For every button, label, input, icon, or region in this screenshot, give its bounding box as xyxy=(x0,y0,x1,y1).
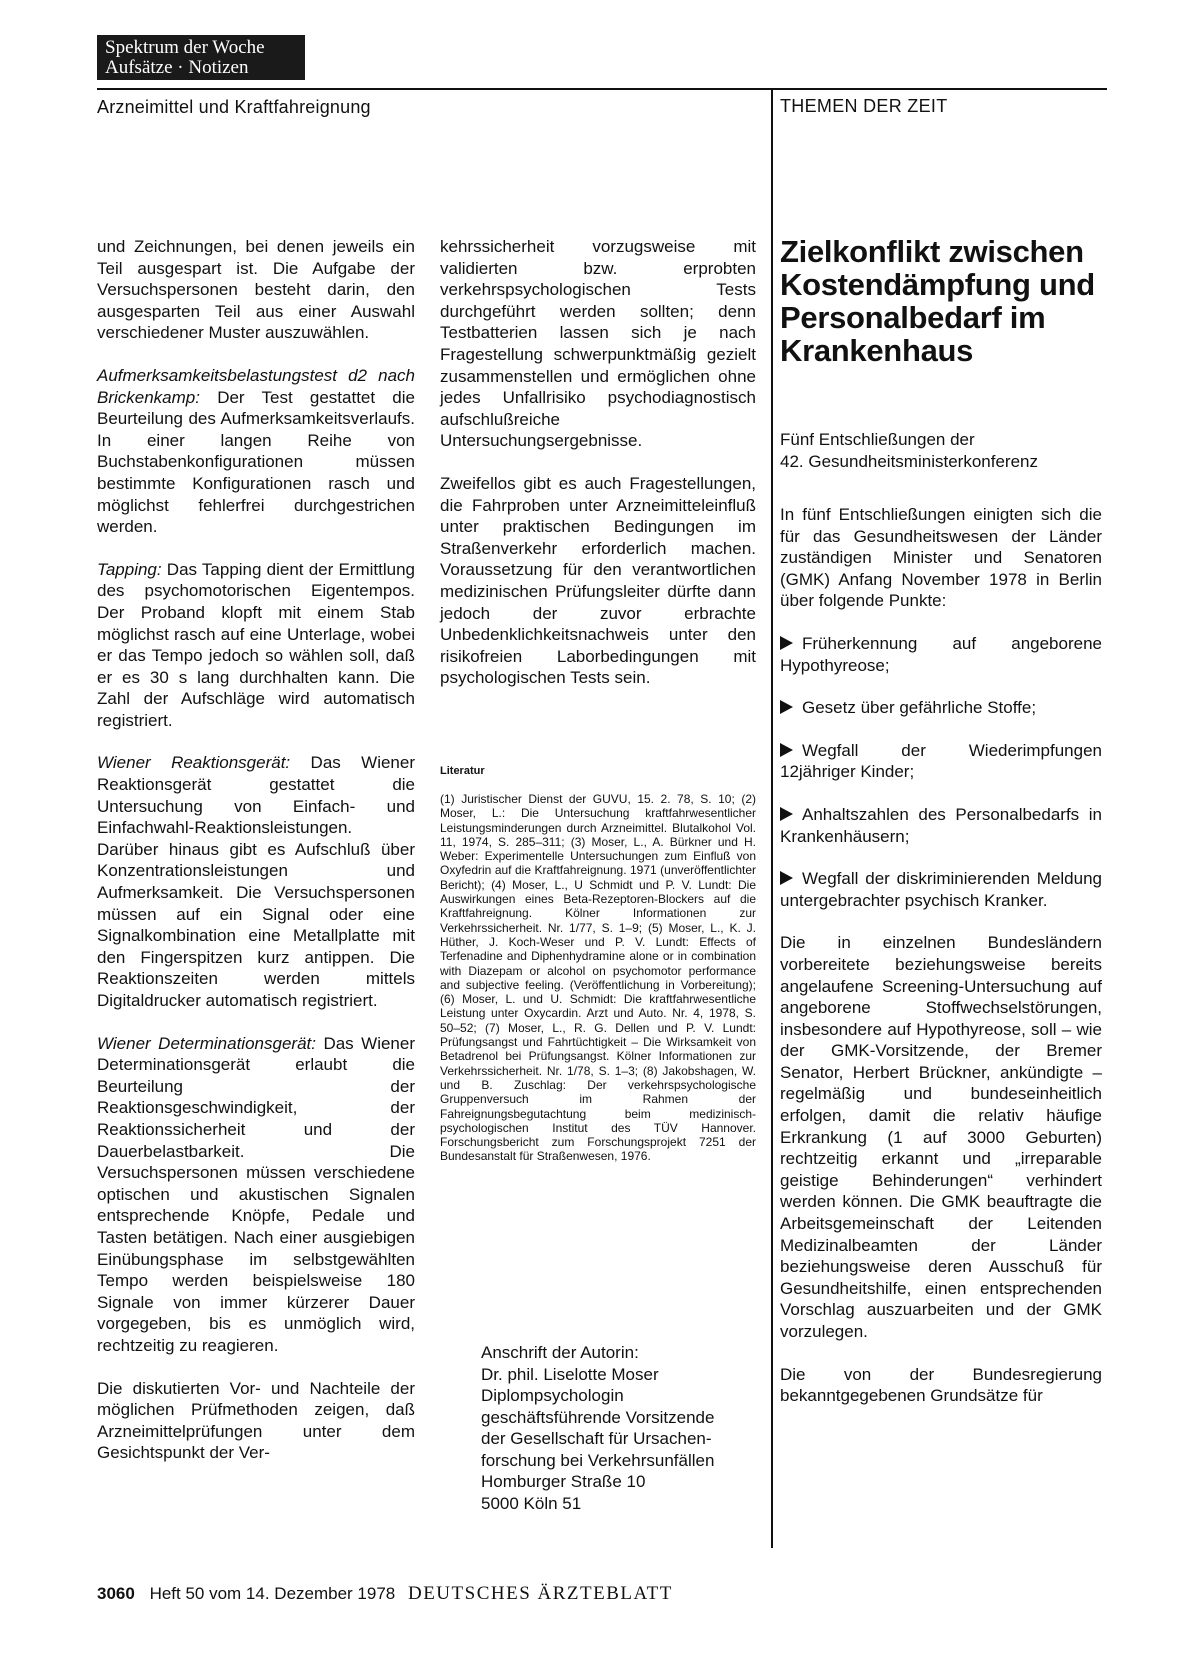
address-line: Homburger Straße 10 xyxy=(481,1472,646,1491)
article-running-title: Arzneimittel und Kraftfahreignung xyxy=(97,97,371,117)
bullet-item: Gesetz über gefährliche Stoffe; xyxy=(780,697,1102,719)
bullet-item: Wegfall der diskriminierenden Meldung untergebrachter psychisch Kranker. xyxy=(780,869,1102,910)
article-subtitle xyxy=(780,429,1102,473)
page-footer xyxy=(97,1583,673,1605)
subtitle-line: Fünf Entschließungen der xyxy=(780,430,975,449)
paragraph: Tapping: Das Tapping dient der Ermittlung des psychomotorischen Eigentempos. Der Proband klopft mit einem Stab möglichst rasch auf eine Unterlage, wobei er das Tempo jedoch so wählen soll, daß er es 30 s lang durchhalten kann. Die Zahl der Aufschläge wird automatisch registriert. xyxy=(97,559,415,730)
triangle-bullet-icon xyxy=(780,636,793,650)
references-heading: Literatur xyxy=(440,765,485,777)
badge-line-1: Spektrum der Woche xyxy=(105,37,265,58)
subtitle-line: 42. Gesundheitsministerkonferenz xyxy=(780,452,1038,471)
paragraph: Wiener Reaktionsgerät: Das Wiener Reaktionsgerät gestattet die Untersuchung von Einfach- und Einfachwahl-Reaktionsleistungen. Darüber hinaus gibt es Aufschluß über Konzentrationsleistungen und Aufmerksamkeit. Die Versuchspersonen müssen auf ein Signal oder eine Signalkombination eine Metallplatte mit den Fingerspitzen kurz antippen. Die Reaktionszeiten werden mittels Digitaldrucker automatisch registriert. xyxy=(97,753,415,1010)
references-list: (1) Juristischer Dienst der GUVU, 15. 2. 78, S. 10; (2) Moser, L.: Die Untersuchung kraftfahrwesentlicher Leistungsminderungen durch Arzneimittel. Blutalkohol Vol. 11, 1974, S. 285–311; (3) Moser, L., A. Bürkner und H. Weber: Experimentelle Untersuchungen zum Einfluß von Oxyfedrin auf die Kraftfahreignung. 1971 (unveröffentlichter Bericht); (4) Moser, L., U Schmidt und P. V. Lundt: Die Auswirkungen eines Beta-Rezeptoren-Blockers auf die Kraftfahreignung. Kölner Informationen zur Verkehrssicherheit. Nr. 1/77, S. 1–9; (5) Moser, L., K. J. Hüther, J. Koch-Weser und P. V. Lundt: Effects of Terfenadine and Diphenhydramine alone or in combination with Diazepam or alcohol on psychomotor performance and subjective feeling. (Veröffentlichung in Vorbereitung); (6) Moser, L. und U. Schmidt: Die kraftfahrwesentliche Leistung unter Oxycardin. Arzt und Auto. Nr. 4, 1978, S. 50–52; (7) Moser, L., R. G. Dellen und P. V. Lundt: Prüfungsangst und Fahrtüchtigkeit – Die Wirksamkeit von Betadrenol bei Prüfungsangst. Kölner Informationen zur Verkehrssicherheit. Nr. 1/78, S. 1–3; (8) Jakobshagen, W. und B. Zuschlag: Der verkehrspsychologische Gruppenversuch im Rahmen der Fahreignungsbegutachtung beim medizinisch-psychologischen Institut des TÜV Hannover. Forschungsbericht zum Forschungsprojekt 7251 der Bundesanstalt für Straßenwesen, 1976. xyxy=(440,792,756,1164)
term: Wiener Reaktionsgerät: xyxy=(97,753,291,773)
paragraph: Die von der Bundesregierung bekanntgegebenen Grundsätze für xyxy=(780,1364,1102,1406)
address-line: forschung bei Verkehrsunfällen xyxy=(481,1450,715,1470)
paragraph: Aufmerksamkeitsbelastungstest d2 nach Brickenkamp: Der Test gestattet die Beurteilung des Aufmerksamkeitsverlaufs. In einer langen Reihe von Buchstabenkonfigurationen müssen bestimmte Konfigurationen rasch und möglichst fehlerfrei durchgestrichen werden. xyxy=(97,365,415,537)
address-line: der Gesellschaft für Ursachen- xyxy=(481,1429,712,1448)
address-line: geschäftsführende Vorsitzende xyxy=(481,1407,715,1427)
paragraph: und Zeichnungen, bei denen jeweils ein Teil ausgespart ist. Die Aufgabe der Versuchspersonen besteht darin, den ausgesparten Teil aus einer Auswahl verschiedener Muster auszuwählen. xyxy=(97,237,415,343)
triangle-bullet-icon xyxy=(780,871,793,885)
triangle-bullet-icon xyxy=(780,743,793,757)
section-running-title: THEMEN DER ZEIT xyxy=(780,96,948,116)
bullet-item: Wegfall der Wiederimpfungen 12jähriger Kinder; xyxy=(780,740,1102,782)
page-number: 3060 xyxy=(97,1584,135,1603)
column-3 xyxy=(780,504,1102,1428)
section-badge xyxy=(97,35,305,80)
article-headline: Zielkonflikt zwischen Kostendämpfung und Personalbedarf im Krankenhaus xyxy=(780,234,1095,368)
paragraph: Zweifellos gibt es auch Fragestellungen, die Fahrproben unter Arzneimitteleinfluß unter praktischen Bedingungen im Straßenverkehr erforderlich machen. Voraussetzung für den verantwortlichen medizinischen Prüfungsleiter dürfte dann jedoch der zuvor erbrachte Unbedenklichkeitsnachweis unter den risikofreien Laborbedingungen mit psychologischen Tests sein. xyxy=(440,473,756,688)
column-divider xyxy=(771,88,773,1548)
paragraph: Die in einzelnen Bundesländern vorbereitete beziehungsweise bereits angelaufene Screening-Untersuchung auf angeborene Stoffwechselstörungen, insbesondere auf Hypothyreose, soll – wie der GMK-Vorsitzende, der Bremer Senator, Herbert Brückner, ankündigte – regelmäßig und bundeseinheitlich erfolgen, damit die relativ häufige Erkrankung (1 auf 3000 Geburten) rechtzeitig erkannt und „irreparable geistige Behinderungen“ verhindert werden können. Die GMK beauftragte die Arbeitsgemeinschaft der Leitenden Medizinalbeamten der Länder beziehungsweise deren Ausschuß für Gesundheitshilfe, einen entsprechenden Vorschlag auszuarbeiten und der GMK vorzulegen. xyxy=(780,933,1102,1341)
column-1 xyxy=(97,236,415,1485)
paragraph: kehrssicherheit vorzugsweise mit validierten bzw. erprobten verkehrspsychologischen Tests durchgeführt werden sollten; denn Testbatterien lassen sich je nach Fragestellung schwerpunktmäßig gezielt zusammenstellen und ermöglichen ohne jedes Unfallrisiko psychodiagnostisch aufschlußreiche Untersuchungsergebnisse. xyxy=(440,237,756,451)
term: Tapping: xyxy=(97,559,162,579)
paragraph: Die diskutierten Vor- und Nachteile der möglichen Prüfmethoden zeigen, daß Arzneimittelprüfungen unter dem Gesichtspunkt der Ver- xyxy=(97,1378,415,1463)
column-2 xyxy=(440,236,756,710)
badge-line-2: Aufsätze · Notizen xyxy=(105,57,249,78)
author-address xyxy=(481,1342,714,1514)
address-line: Diplompsychologin xyxy=(481,1386,624,1405)
address-line: 5000 Köln 51 xyxy=(481,1493,582,1513)
magazine-name: DEUTSCHES ÄRZTEBLATT xyxy=(407,1583,673,1604)
address-line: Anschrift der Autorin: xyxy=(481,1343,639,1362)
issue-info: Heft 50 vom 14. Dezember 1978 xyxy=(149,1584,396,1603)
term: Aufmerksamkeitsbelastungstest d2 nach Brickenkamp: xyxy=(97,365,415,407)
triangle-bullet-icon xyxy=(780,700,793,714)
address-line: Dr. phil. Liselotte Moser xyxy=(481,1364,659,1384)
bullet-item: Anhaltszahlen des Personalbedarfs in Krankenhäusern; xyxy=(780,804,1102,846)
paragraph: Wiener Determinationsgerät: Das Wiener Determinationsgerät erlaubt die Beurteilung der Reaktionsgeschwindigkeit, der Reaktionssicherheit und der Dauerbelastbarkeit. Die Versuchspersonen müssen verschiedene optischen und akustischen Signalen entsprechende Knöpfe, Pedale und Tasten betätigen. Nach einer ausgiebigen Einübungsphase im selbstgewählten Tempo werden beispielsweise 180 Signale von immer kürzerer Dauer vorgegeben, bis es unmöglich wird, rechtzeitig zu reagieren. xyxy=(97,1033,415,1355)
triangle-bullet-icon xyxy=(780,807,793,821)
bullet-item: Früherkennung auf angeborene Hypothyreose; xyxy=(780,633,1102,675)
paragraph: In fünf Entschließungen einigten sich die für das Gesundheitswesen der Länder zuständigen Minister und Senatoren (GMK) Anfang November 1978 in Berlin über folgende Punkte: xyxy=(780,505,1102,611)
term: Wiener Determinationsgerät: xyxy=(97,1033,316,1053)
header-rule xyxy=(97,88,1107,90)
